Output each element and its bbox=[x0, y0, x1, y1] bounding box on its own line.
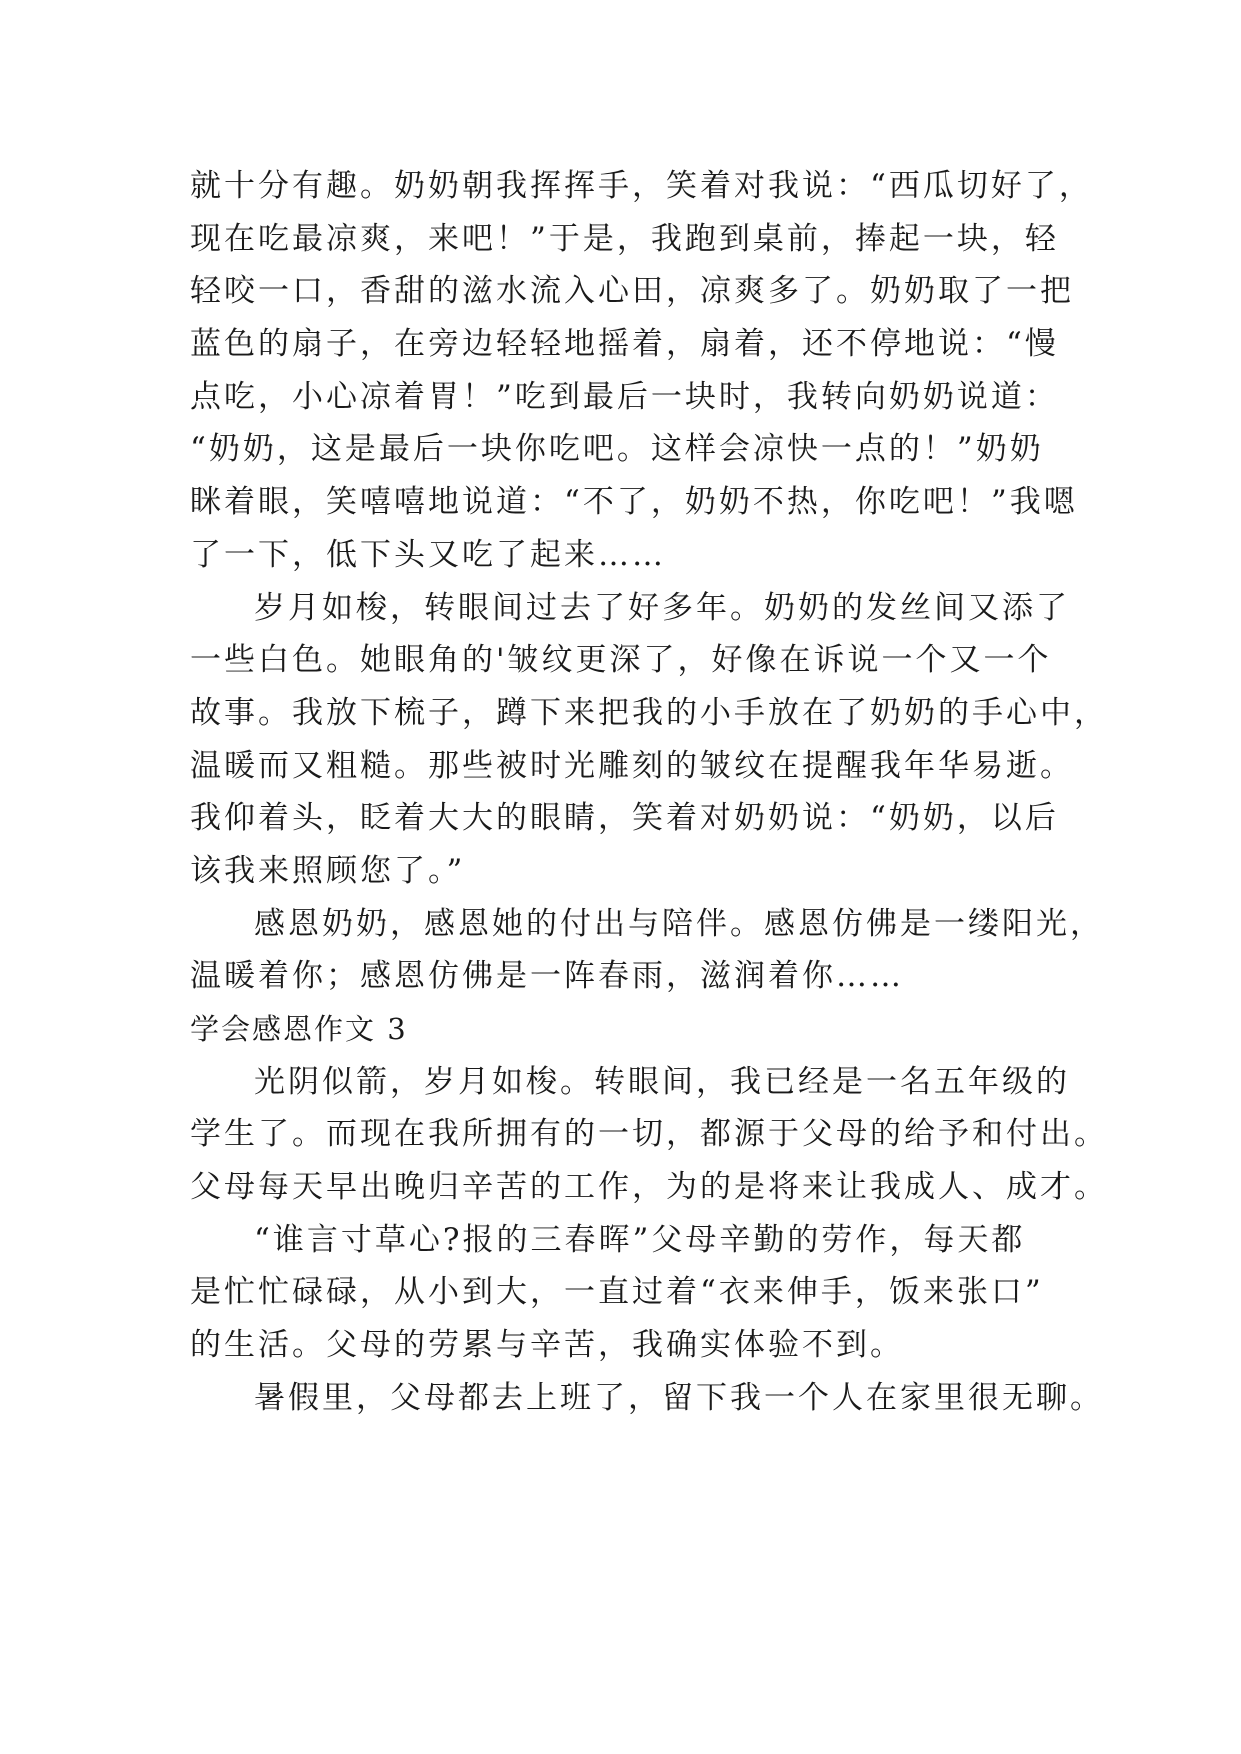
section-heading: 学会感恩作文 3 bbox=[190, 1012, 408, 1046]
paragraph-start-line: 暑假里，父母都去上班了，留下我一个人在家里很无聊。 bbox=[254, 1379, 1104, 1416]
paragraph-start-line: 岁月如梭，转眼间过去了好多年。奶奶的发丝间又添了 bbox=[254, 589, 1070, 626]
paragraph-start-line: 光阴似箭，岁月如梭。转眼间，我已经是一名五年级的 bbox=[254, 1063, 1070, 1100]
text-line: 眯着眼，笑嘻嘻地说道：“不了，奶奶不热，你吃吧！”我嗯 bbox=[190, 484, 1078, 521]
text-line: 了一下，低下头又吃了起来…… bbox=[190, 536, 666, 573]
paragraph-start-line: “谁言寸草心?报的三春晖”父母辛勤的劳作，每天都 bbox=[254, 1221, 1026, 1258]
text-line: 温暖着你；感恩仿佛是一阵春雨，滋润着你…… bbox=[190, 958, 904, 995]
text-line: 的生活。父母的劳累与辛苦，我确实体验不到。 bbox=[190, 1327, 904, 1364]
text-line: 点吃，小心凉着胃！”吃到最后一块时，我转向奶奶说道： bbox=[190, 378, 1059, 415]
text-line: 父母每天早出晚归辛苦的工作，为的是将来让我成人、成才。 bbox=[190, 1169, 1108, 1206]
text-line: 蓝色的扇子，在旁边轻轻地摇着，扇着，还不停地说：“慢 bbox=[190, 326, 1059, 363]
text-line: “奶奶，这是最后一块你吃吧。这样会凉快一点的！”奶奶 bbox=[190, 431, 1044, 468]
essay-body bbox=[190, 160, 1108, 1425]
text-line: 是忙忙碌碌，从小到大，一直过着“衣来伸手，饭来张口” bbox=[190, 1274, 1044, 1311]
paragraph-start-line: 感恩奶奶，感恩她的付出与陪伴。感恩仿佛是一缕阳光， bbox=[254, 905, 1104, 942]
text-line: 就十分有趣。奶奶朝我挥挥手，笑着对我说：“西瓜切好了， bbox=[190, 168, 1093, 204]
text-line: 该我来照顾您了。” bbox=[190, 852, 466, 889]
text-line: 我仰着头，眨着大大的眼睛，笑着对奶奶说：“奶奶，以后 bbox=[190, 800, 1059, 837]
text-line: 现在吃最凉爽，来吧！”于是，我跑到桌前，捧起一块，轻 bbox=[190, 220, 1059, 257]
text-line: 学生了。而现在我所拥有的一切，都源于父母的给予和付出。 bbox=[190, 1116, 1108, 1153]
text-line: 一些白色。她眼角的'皱纹更深了，好像在诉说一个又一个 bbox=[190, 642, 1052, 679]
text-line: 温暖而又粗糙。那些被时光雕刻的皱纹在提醒我年华易逝。 bbox=[190, 747, 1074, 784]
text-line: 故事。我放下梳子，蹲下来把我的小手放在了奶奶的手心中， bbox=[190, 694, 1108, 731]
text-line: 轻咬一口，香甜的滋水流入心田，凉爽多了。奶奶取了一把 bbox=[190, 273, 1074, 310]
